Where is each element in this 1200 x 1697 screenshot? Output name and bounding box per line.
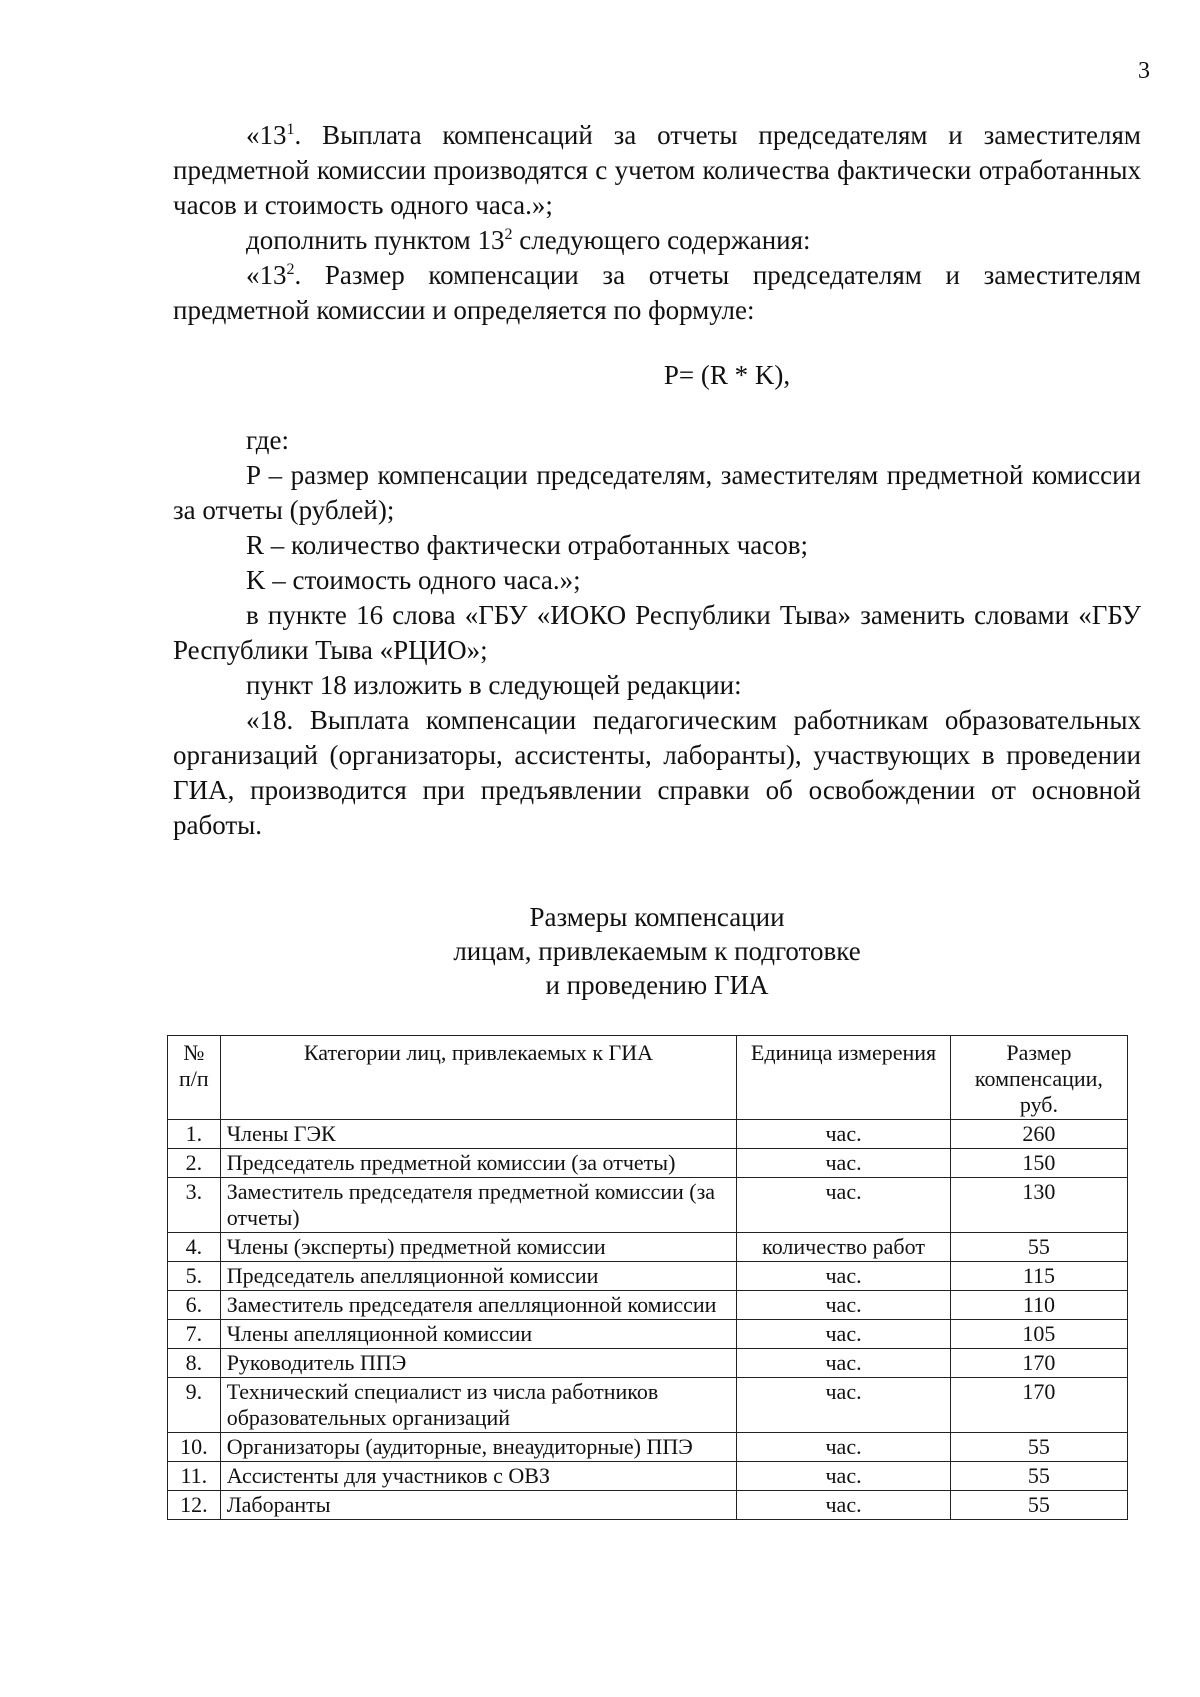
table-row: [168, 1349, 1128, 1378]
para-prefix: «13: [246, 120, 287, 150]
row-amount: 110: [950, 1291, 1127, 1320]
table-row: [168, 1291, 1128, 1320]
table-body: [168, 1120, 1128, 1520]
header-num: № п/п: [168, 1036, 221, 1120]
row-amount: 150: [950, 1149, 1127, 1178]
para-prefix: «13: [246, 260, 287, 290]
header-unit: Единица измерения: [737, 1036, 951, 1120]
row-unit: количество работ: [737, 1233, 951, 1262]
row-category: Члены апелляционной комиссии: [220, 1320, 737, 1349]
row-amount: 170: [950, 1378, 1127, 1433]
paragraph-13-2: [173, 258, 1141, 328]
superscript: 1: [286, 121, 295, 138]
compensation-table: [167, 1035, 1128, 1520]
row-category: Ассистенты для участников с ОВЗ: [220, 1462, 737, 1491]
table-title-line: и проведению ГИА: [545, 970, 769, 1000]
row-num: 3.: [168, 1178, 221, 1233]
row-num: 7.: [168, 1320, 221, 1349]
table-row: [168, 1433, 1128, 1462]
page-number: 3: [1138, 58, 1150, 84]
para-text: следующего содержания:: [512, 225, 811, 255]
row-num: 11.: [168, 1462, 221, 1491]
header-amount: Размер компенсации, руб.: [950, 1036, 1127, 1120]
row-unit: час.: [737, 1349, 951, 1378]
row-num: 6.: [168, 1291, 221, 1320]
row-unit: час.: [737, 1120, 951, 1149]
row-unit: час.: [737, 1149, 951, 1178]
table-title-line: лицам, привлекаемым к подготовке: [453, 936, 861, 966]
where-label: где:: [246, 425, 289, 455]
row-category: Технический специалист из числа работников образовательных организаций: [220, 1378, 737, 1433]
row-unit: час.: [737, 1178, 951, 1233]
row-amount: 130: [950, 1178, 1127, 1233]
table-row: [168, 1178, 1128, 1233]
row-num: 8.: [168, 1349, 221, 1378]
row-amount: 260: [950, 1120, 1127, 1149]
row-category: Члены (эксперты) предметной комиссии: [220, 1233, 737, 1262]
row-num: 10.: [168, 1433, 221, 1462]
row-num: 1.: [168, 1120, 221, 1149]
row-unit: час.: [737, 1291, 951, 1320]
table-row: [168, 1262, 1128, 1291]
row-num: 2.: [168, 1149, 221, 1178]
paragraph-13-1: [173, 118, 1141, 223]
table-row: [168, 1491, 1128, 1520]
row-num: 12.: [168, 1491, 221, 1520]
para-prefix: дополнить пунктом 13: [246, 225, 505, 255]
row-num: 4.: [168, 1233, 221, 1262]
table-row: [168, 1149, 1128, 1178]
row-unit: час.: [737, 1262, 951, 1291]
row-category: Организаторы (аудиторные, внеаудиторные) ППЭ: [220, 1433, 737, 1462]
row-category: Председатель предметной комиссии (за отчеты): [220, 1149, 737, 1178]
para-text: . Размер компенсации за отчеты председателям и заместителям предметной комиссии и определяется по формуле:: [173, 260, 1141, 325]
row-num: 5.: [168, 1262, 221, 1291]
row-category: Председатель апелляционной комиссии: [220, 1262, 737, 1291]
table-row: [168, 1120, 1128, 1149]
superscript: 2: [286, 261, 295, 278]
table-title: [173, 900, 1141, 1002]
definition-p: P – размер компенсации председателям, заместителям предметной комиссии за отчеты (рублей);: [173, 460, 1141, 525]
table-row: [168, 1233, 1128, 1262]
table-row: [168, 1378, 1128, 1433]
table-header-row: [168, 1036, 1128, 1120]
row-amount: 105: [950, 1320, 1127, 1349]
paragraph-add-13-2: [173, 223, 1141, 258]
row-category: Члены ГЭК: [220, 1120, 737, 1149]
row-amount: 115: [950, 1262, 1127, 1291]
row-amount: 55: [950, 1462, 1127, 1491]
definition-r: R – количество фактически отработанных часов;: [246, 530, 809, 560]
para-text: . Выплата компенсаций за отчеты председателям и заместителям предметной комиссии производятся с учетом количества фактически отработанных часов и стоимость одного часа.»;: [173, 120, 1141, 220]
paragraph-point-16: в пункте 16 слова «ГБУ «ИОКО Республики Тыва» заменить словами «ГБУ Республики Тыва «РЦИО»;: [173, 600, 1141, 665]
table-row: [168, 1462, 1128, 1491]
row-amount: 170: [950, 1349, 1127, 1378]
paragraph-point-18: «18. Выплата компенсации педагогическим работникам образовательных организаций (организаторы, ассистенты, лаборанты), участвующих в проведении ГИА, производится при предъявлении справки об освобождении от основной работы.: [173, 705, 1141, 840]
formula: P= (R * K),: [663, 360, 791, 390]
row-amount: 55: [950, 1233, 1127, 1262]
row-num: 9.: [168, 1378, 221, 1433]
superscript: 2: [504, 226, 513, 243]
row-category: Руководитель ППЭ: [220, 1349, 737, 1378]
row-category: Заместитель председателя апелляционной комиссии: [220, 1291, 737, 1320]
row-amount: 55: [950, 1491, 1127, 1520]
row-unit: час.: [737, 1378, 951, 1433]
table-title-line: Размеры компенсации: [529, 902, 785, 932]
row-category: Лаборанты: [220, 1491, 737, 1520]
table-row: [168, 1320, 1128, 1349]
document-body: [173, 118, 1141, 843]
row-unit: час.: [737, 1491, 951, 1520]
row-amount: 55: [950, 1433, 1127, 1462]
row-unit: час.: [737, 1320, 951, 1349]
row-category: Заместитель председателя предметной комиссии (за отчеты): [220, 1178, 737, 1233]
row-unit: час.: [737, 1462, 951, 1491]
definition-k: K – стоимость одного часа.»;: [246, 565, 581, 595]
row-unit: час.: [737, 1433, 951, 1462]
header-category: Категории лиц, привлекаемых к ГИА: [220, 1036, 737, 1120]
paragraph-point-18-intro: пункт 18 изложить в следующей редакции:: [246, 670, 742, 700]
